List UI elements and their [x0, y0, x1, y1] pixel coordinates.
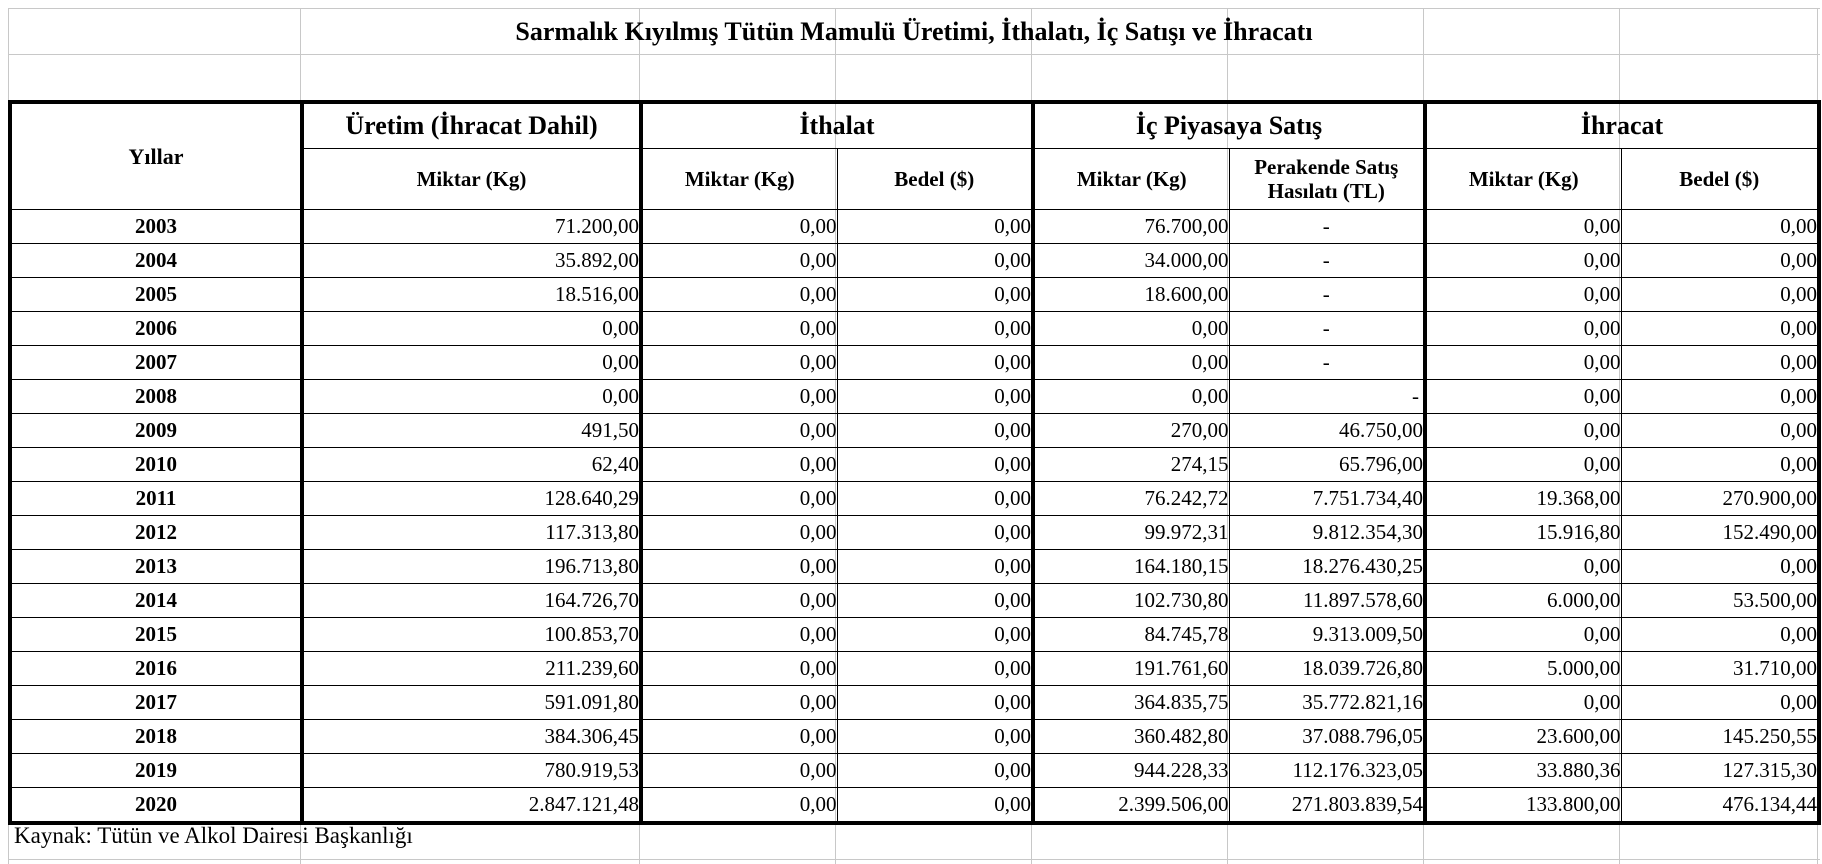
production-qty-cell: 128.640,29 — [302, 482, 641, 516]
production-qty-cell: 211.239,60 — [302, 652, 641, 686]
export-qty-cell: 0,00 — [1425, 414, 1621, 448]
table-row — [10, 584, 1819, 618]
retail-revenue-cell: 9.812.354,30 — [1229, 516, 1425, 550]
table-row — [10, 720, 1819, 754]
export-qty-cell: 0,00 — [1425, 380, 1621, 414]
retail-revenue-cell: - — [1229, 278, 1425, 312]
table-row — [10, 754, 1819, 788]
export-qty-cell: 0,00 — [1425, 550, 1621, 584]
import-qty-cell: 0,00 — [641, 516, 837, 550]
export-value-cell: 0,00 — [1621, 686, 1819, 720]
export-qty-cell: 0,00 — [1425, 278, 1621, 312]
domestic-qty-cell: 84.745,78 — [1033, 618, 1229, 652]
import-qty-cell: 0,00 — [641, 550, 837, 584]
import-value-cell: 0,00 — [837, 346, 1033, 380]
year-cell: 2012 — [10, 516, 302, 550]
export-qty-cell: 0,00 — [1425, 448, 1621, 482]
group-header-export: İhracat — [1425, 102, 1819, 149]
domestic-qty-cell: 0,00 — [1033, 380, 1229, 414]
import-qty-cell: 0,00 — [641, 346, 837, 380]
production-qty-cell: 18.516,00 — [302, 278, 641, 312]
retail-revenue-cell: 112.176.323,05 — [1229, 754, 1425, 788]
production-qty-cell: 2.847.121,48 — [302, 788, 641, 824]
source-note: Kaynak: Tütün ve Alkol Dairesi Başkanlığı — [14, 823, 413, 848]
export-qty-cell: 133.800,00 — [1425, 788, 1621, 824]
retail-revenue-cell: - — [1229, 380, 1425, 414]
production-qty-cell: 164.726,70 — [302, 584, 641, 618]
import-qty-cell: 0,00 — [641, 788, 837, 824]
import-value-cell: 0,00 — [837, 788, 1033, 824]
table-row — [10, 414, 1819, 448]
import-value-cell: 0,00 — [837, 516, 1033, 550]
export-qty-cell: 23.600,00 — [1425, 720, 1621, 754]
export-value-cell: 0,00 — [1621, 312, 1819, 346]
export-qty-cell: 0,00 — [1425, 618, 1621, 652]
export-qty-cell: 33.880,36 — [1425, 754, 1621, 788]
production-qty-cell: 35.892,00 — [302, 244, 641, 278]
year-cell: 2010 — [10, 448, 302, 482]
table-row — [10, 618, 1819, 652]
import-qty-cell: 0,00 — [641, 312, 837, 346]
production-qty-cell: 780.919,53 — [302, 754, 641, 788]
column-header-import-value: Bedel ($) — [837, 149, 1033, 210]
year-cell: 2005 — [10, 278, 302, 312]
domestic-qty-cell: 18.600,00 — [1033, 278, 1229, 312]
year-cell: 2020 — [10, 788, 302, 824]
domestic-qty-cell: 2.399.506,00 — [1033, 788, 1229, 824]
export-value-cell: 53.500,00 — [1621, 584, 1819, 618]
production-qty-cell: 100.853,70 — [302, 618, 641, 652]
year-cell: 2016 — [10, 652, 302, 686]
retail-revenue-cell: 46.750,00 — [1229, 414, 1425, 448]
export-qty-cell: 15.916,80 — [1425, 516, 1621, 550]
export-value-cell: 0,00 — [1621, 278, 1819, 312]
import-qty-cell: 0,00 — [641, 686, 837, 720]
domestic-qty-cell: 99.972,31 — [1033, 516, 1229, 550]
export-qty-cell: 0,00 — [1425, 346, 1621, 380]
production-qty-cell: 491,50 — [302, 414, 641, 448]
table-row — [10, 686, 1819, 720]
import-qty-cell: 0,00 — [641, 380, 837, 414]
year-cell: 2004 — [10, 244, 302, 278]
domestic-qty-cell: 944.228,33 — [1033, 754, 1229, 788]
export-qty-cell: 5.000,00 — [1425, 652, 1621, 686]
import-qty-cell: 0,00 — [641, 720, 837, 754]
domestic-qty-cell: 76.242,72 — [1033, 482, 1229, 516]
import-value-cell: 0,00 — [837, 244, 1033, 278]
export-qty-cell: 19.368,00 — [1425, 482, 1621, 516]
year-cell: 2008 — [10, 380, 302, 414]
import-value-cell: 0,00 — [837, 210, 1033, 244]
domestic-qty-cell: 274,15 — [1033, 448, 1229, 482]
year-cell: 2006 — [10, 312, 302, 346]
export-value-cell: 0,00 — [1621, 210, 1819, 244]
year-cell: 2007 — [10, 346, 302, 380]
group-header-domestic-sales: İç Piyasaya Satış — [1033, 102, 1425, 149]
table-row — [10, 652, 1819, 686]
production-qty-cell: 384.306,45 — [302, 720, 641, 754]
production-qty-cell: 117.313,80 — [302, 516, 641, 550]
table-row — [10, 346, 1819, 380]
table-row — [10, 482, 1819, 516]
production-qty-cell: 196.713,80 — [302, 550, 641, 584]
year-cell: 2019 — [10, 754, 302, 788]
year-cell: 2009 — [10, 414, 302, 448]
table-row — [10, 448, 1819, 482]
retail-revenue-line2: Hasılatı (TL) — [1267, 179, 1385, 203]
column-header-retail-revenue — [1229, 149, 1425, 210]
retail-revenue-cell: - — [1229, 312, 1425, 346]
production-qty-cell: 71.200,00 — [302, 210, 641, 244]
export-qty-cell: 0,00 — [1425, 686, 1621, 720]
export-value-cell: 0,00 — [1621, 346, 1819, 380]
year-cell: 2017 — [10, 686, 302, 720]
table-row — [10, 210, 1819, 244]
table-row — [10, 380, 1819, 414]
export-value-cell: 31.710,00 — [1621, 652, 1819, 686]
gridline — [8, 859, 1820, 860]
table-row — [10, 244, 1819, 278]
import-qty-cell: 0,00 — [641, 482, 837, 516]
group-header-production: Üretim (İhracat Dahil) — [302, 102, 641, 149]
group-header-import: İthalat — [641, 102, 1033, 149]
domestic-qty-cell: 102.730,80 — [1033, 584, 1229, 618]
export-qty-cell: 0,00 — [1425, 312, 1621, 346]
import-value-cell: 0,00 — [837, 754, 1033, 788]
import-value-cell: 0,00 — [837, 618, 1033, 652]
domestic-qty-cell: 164.180,15 — [1033, 550, 1229, 584]
export-value-cell: 152.490,00 — [1621, 516, 1819, 550]
import-value-cell: 0,00 — [837, 652, 1033, 686]
production-qty-cell: 0,00 — [302, 312, 641, 346]
retail-revenue-line1: Perakende Satış — [1254, 155, 1399, 179]
import-value-cell: 0,00 — [837, 278, 1033, 312]
domestic-qty-cell: 76.700,00 — [1033, 210, 1229, 244]
table-row — [10, 516, 1819, 550]
year-cell: 2015 — [10, 618, 302, 652]
export-value-cell: 270.900,00 — [1621, 482, 1819, 516]
retail-revenue-cell: - — [1229, 346, 1425, 380]
export-value-cell: 0,00 — [1621, 244, 1819, 278]
column-header-domestic-qty: Miktar (Kg) — [1033, 149, 1229, 210]
domestic-qty-cell: 0,00 — [1033, 312, 1229, 346]
data-table — [8, 100, 1821, 825]
table-row — [10, 550, 1819, 584]
export-value-cell: 476.134,44 — [1621, 788, 1819, 824]
domestic-qty-cell: 364.835,75 — [1033, 686, 1229, 720]
import-value-cell: 0,00 — [837, 550, 1033, 584]
export-value-cell: 0,00 — [1621, 618, 1819, 652]
retail-revenue-cell: 11.897.578,60 — [1229, 584, 1425, 618]
year-cell: 2018 — [10, 720, 302, 754]
import-qty-cell: 0,00 — [641, 652, 837, 686]
column-header-export-qty: Miktar (Kg) — [1425, 149, 1621, 210]
export-value-cell: 0,00 — [1621, 448, 1819, 482]
import-qty-cell: 0,00 — [641, 210, 837, 244]
table-row — [10, 312, 1819, 346]
table-row — [10, 278, 1819, 312]
retail-revenue-cell: 9.313.009,50 — [1229, 618, 1425, 652]
import-value-cell: 0,00 — [837, 414, 1033, 448]
retail-revenue-cell: 35.772.821,16 — [1229, 686, 1425, 720]
column-header-import-qty: Miktar (Kg) — [641, 149, 837, 210]
gridline — [8, 54, 1820, 55]
import-value-cell: 0,00 — [837, 380, 1033, 414]
retail-revenue-cell: 65.796,00 — [1229, 448, 1425, 482]
domestic-qty-cell: 270,00 — [1033, 414, 1229, 448]
retail-revenue-cell: 7.751.734,40 — [1229, 482, 1425, 516]
retail-revenue-cell: 18.039.726,80 — [1229, 652, 1425, 686]
import-qty-cell: 0,00 — [641, 244, 837, 278]
production-qty-cell: 591.091,80 — [302, 686, 641, 720]
page-title: Sarmalık Kıyılmış Tütün Mamulü Üretimi, İthalatı, İç Satışı ve İhracatı — [515, 16, 1313, 46]
retail-revenue-cell: - — [1229, 244, 1425, 278]
column-header-export-value: Bedel ($) — [1621, 149, 1819, 210]
import-qty-cell: 0,00 — [641, 584, 837, 618]
export-value-cell: 0,00 — [1621, 414, 1819, 448]
retail-revenue-cell: 18.276.430,25 — [1229, 550, 1425, 584]
domestic-qty-cell: 34.000,00 — [1033, 244, 1229, 278]
production-qty-cell: 0,00 — [302, 346, 641, 380]
year-cell: 2013 — [10, 550, 302, 584]
table-row — [10, 788, 1819, 824]
year-cell: 2014 — [10, 584, 302, 618]
retail-revenue-cell: - — [1229, 210, 1425, 244]
domestic-qty-cell: 0,00 — [1033, 346, 1229, 380]
export-qty-cell: 0,00 — [1425, 244, 1621, 278]
import-qty-cell: 0,00 — [641, 618, 837, 652]
retail-revenue-cell: 37.088.796,05 — [1229, 720, 1425, 754]
import-value-cell: 0,00 — [837, 584, 1033, 618]
import-value-cell: 0,00 — [837, 720, 1033, 754]
column-header-years: Yıllar — [10, 102, 302, 210]
column-header-production-qty: Miktar (Kg) — [302, 149, 641, 210]
import-qty-cell: 0,00 — [641, 448, 837, 482]
import-qty-cell: 0,00 — [641, 414, 837, 448]
domestic-qty-cell: 360.482,80 — [1033, 720, 1229, 754]
export-value-cell: 145.250,55 — [1621, 720, 1819, 754]
year-cell: 2003 — [10, 210, 302, 244]
import-value-cell: 0,00 — [837, 482, 1033, 516]
export-qty-cell: 6.000,00 — [1425, 584, 1621, 618]
year-cell: 2011 — [10, 482, 302, 516]
domestic-qty-cell: 191.761,60 — [1033, 652, 1229, 686]
import-qty-cell: 0,00 — [641, 278, 837, 312]
retail-revenue-cell: 271.803.839,54 — [1229, 788, 1425, 824]
production-qty-cell: 0,00 — [302, 380, 641, 414]
production-qty-cell: 62,40 — [302, 448, 641, 482]
export-qty-cell: 0,00 — [1425, 210, 1621, 244]
import-qty-cell: 0,00 — [641, 754, 837, 788]
import-value-cell: 0,00 — [837, 686, 1033, 720]
export-value-cell: 127.315,30 — [1621, 754, 1819, 788]
import-value-cell: 0,00 — [837, 312, 1033, 346]
import-value-cell: 0,00 — [837, 448, 1033, 482]
export-value-cell: 0,00 — [1621, 550, 1819, 584]
export-value-cell: 0,00 — [1621, 380, 1819, 414]
